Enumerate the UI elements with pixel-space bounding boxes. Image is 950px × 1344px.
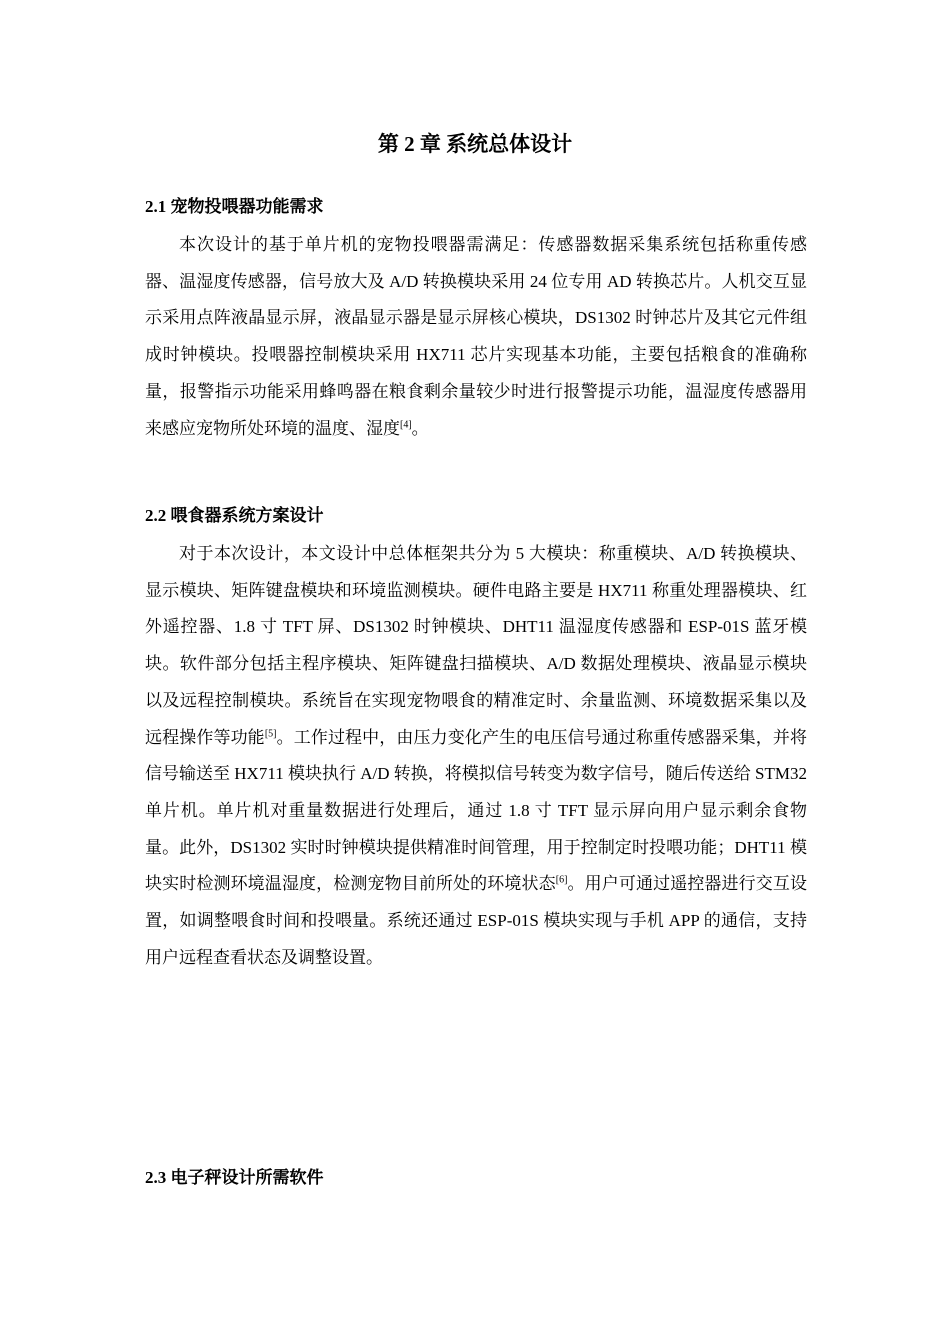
paragraph-end: 。	[411, 418, 429, 438]
citation-ref: [6]	[555, 874, 568, 886]
section-heading-2-2: 2.2 喂食器系统方案设计	[145, 506, 324, 525]
section-heading-2-3: 2.3 电子秤设计所需软件	[145, 1168, 324, 1187]
paragraph-text: 。用户可通过遥控器进行交互设置，如调整喂食时间和投喂量。系统还通过 ESP-01S 模块实现与手机 APP 的通信，支持用户远程查看状态及调整设置。	[145, 874, 808, 967]
citation-ref: [5]	[264, 727, 277, 739]
citation-ref: [4]	[400, 418, 412, 430]
paragraph-feeder-requirements	[145, 227, 807, 447]
section-heading-2-1: 2.1 宠物投喂器功能需求	[145, 197, 324, 216]
paragraph-text: 对于本次设计，本文设计中总体框架共分为 5 大模块：称重模块、A/D 转换模块、显示模块、矩阵键盘模块和环境监测模块。硬件电路主要是 HX711 称重处理器模块、红外遥控器、1.8 寸 TFT 屏、DS1302 时钟模块、DHT11 温湿度传感器和 ESP-01S 蓝牙模块。软件部分包括主程序模块、矩阵键盘扫描模块、A/D 数据处理模块、液晶显示模块以及远程控制模块。系统旨在实现宠物喂食的精准定时、余量监测、环境数据采集以及远程操作等功能	[145, 544, 807, 747]
paragraph-system-design	[145, 536, 807, 976]
paragraph-text: 本次设计的基于单片机的宠物投喂器需满足：传感器数据采集系统包括称重传感器、温湿度传感器，信号放大及 A/D 转换模块采用 24 位专用 AD 转换芯片。人机交互显示采用点阵液晶显示屏，液晶显示器是显示屏核心模块，DS1302 时钟芯片及其它元件组成时钟模块。投喂器控制模块采用 HX711 芯片实现基本功能，主要包括粮食的准确称量，报警指示功能采用蜂鸣器在粮食剩余量较少时进行报警提示功能，温湿度传感器用来感应宠物所处环境的温度、湿度	[145, 235, 807, 438]
chapter-title: 第 2 章 系统总体设计	[377, 132, 573, 156]
paragraph-text: 。工作过程中，由压力变化产生的电压信号通过称重传感器采集，并将信号输送至 HX711 模块执行 A/D 转换，将模拟信号转变为数字信号，随后传送给 STM32 单片机。单片机对重量数据进行处理后，通过 1.8 寸 TFT 显示屏向用户显示剩余食物量。此外，DS1302 实时时钟模块提供精准时间管理，用于控制定时投喂功能；DHT11 模块实时检测环境温湿度，检测宠物目前所处的环境状态	[145, 727, 808, 894]
